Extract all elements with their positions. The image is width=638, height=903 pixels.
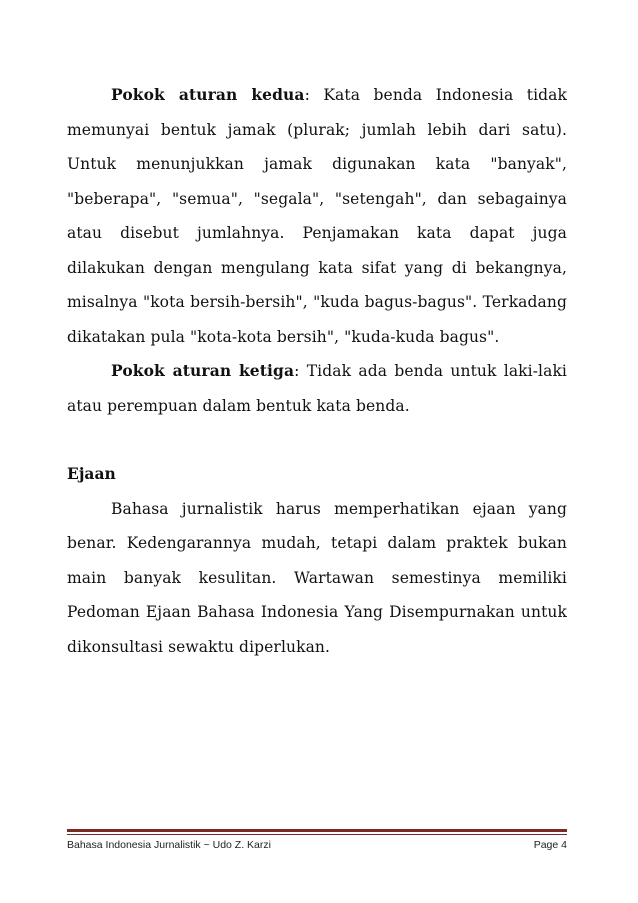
paragraph-text: : Kata benda Indonesia tidak memunyai bentuk jamak (plurak; jumlah lebih dari satu). Untuk menunjukkan jamak digunakan kata "banyak", "beberapa", "semua", "segala", "setengah", dan sebagainya atau disebut jumlahnya. Penjamakan kata dapat juga dilakukan dengan mengulang kata sifat yang di bekangnya, misalnya "kota bersih-bersih", "kuda bagus-bagus". Terkadang dikatakan pula "kota-kota bersih", "kuda-kuda bagus". bbox=[67, 86, 567, 346]
paragraph-rule-two bbox=[67, 78, 567, 354]
paragraph-lead-bold: Pokok aturan kedua bbox=[111, 85, 305, 104]
page-body bbox=[67, 78, 567, 664]
paragraph-text: : Tidak ada benda untuk laki-laki atau perempuan dalam bentuk kata benda. bbox=[67, 362, 567, 415]
paragraph-text: Bahasa jurnalistik harus memperhatikan ejaan yang benar. Kedengarannya mudah, tetapi dalam praktek bukan main banyak kesulitan. Wartawan semestinya memiliki Pedoman Ejaan Bahasa Indonesia Yang Disempurnakan untuk dikonsultasi sewaktu diperlukan. bbox=[67, 499, 567, 656]
footer-title: Bahasa Indonesia Jurnalistik ~ Udo Z. Karzi bbox=[67, 839, 271, 851]
paragraph-lead-bold: Pokok aturan ketiga bbox=[111, 361, 295, 380]
page-number: Page 4 bbox=[533, 839, 567, 851]
section-heading: Ejaan bbox=[67, 464, 116, 483]
footer-rule bbox=[67, 829, 567, 832]
page-footer bbox=[67, 839, 567, 851]
paragraph-ejaan bbox=[67, 492, 567, 665]
footer-rule-thin bbox=[67, 834, 567, 835]
paragraph-rule-three bbox=[67, 354, 567, 423]
